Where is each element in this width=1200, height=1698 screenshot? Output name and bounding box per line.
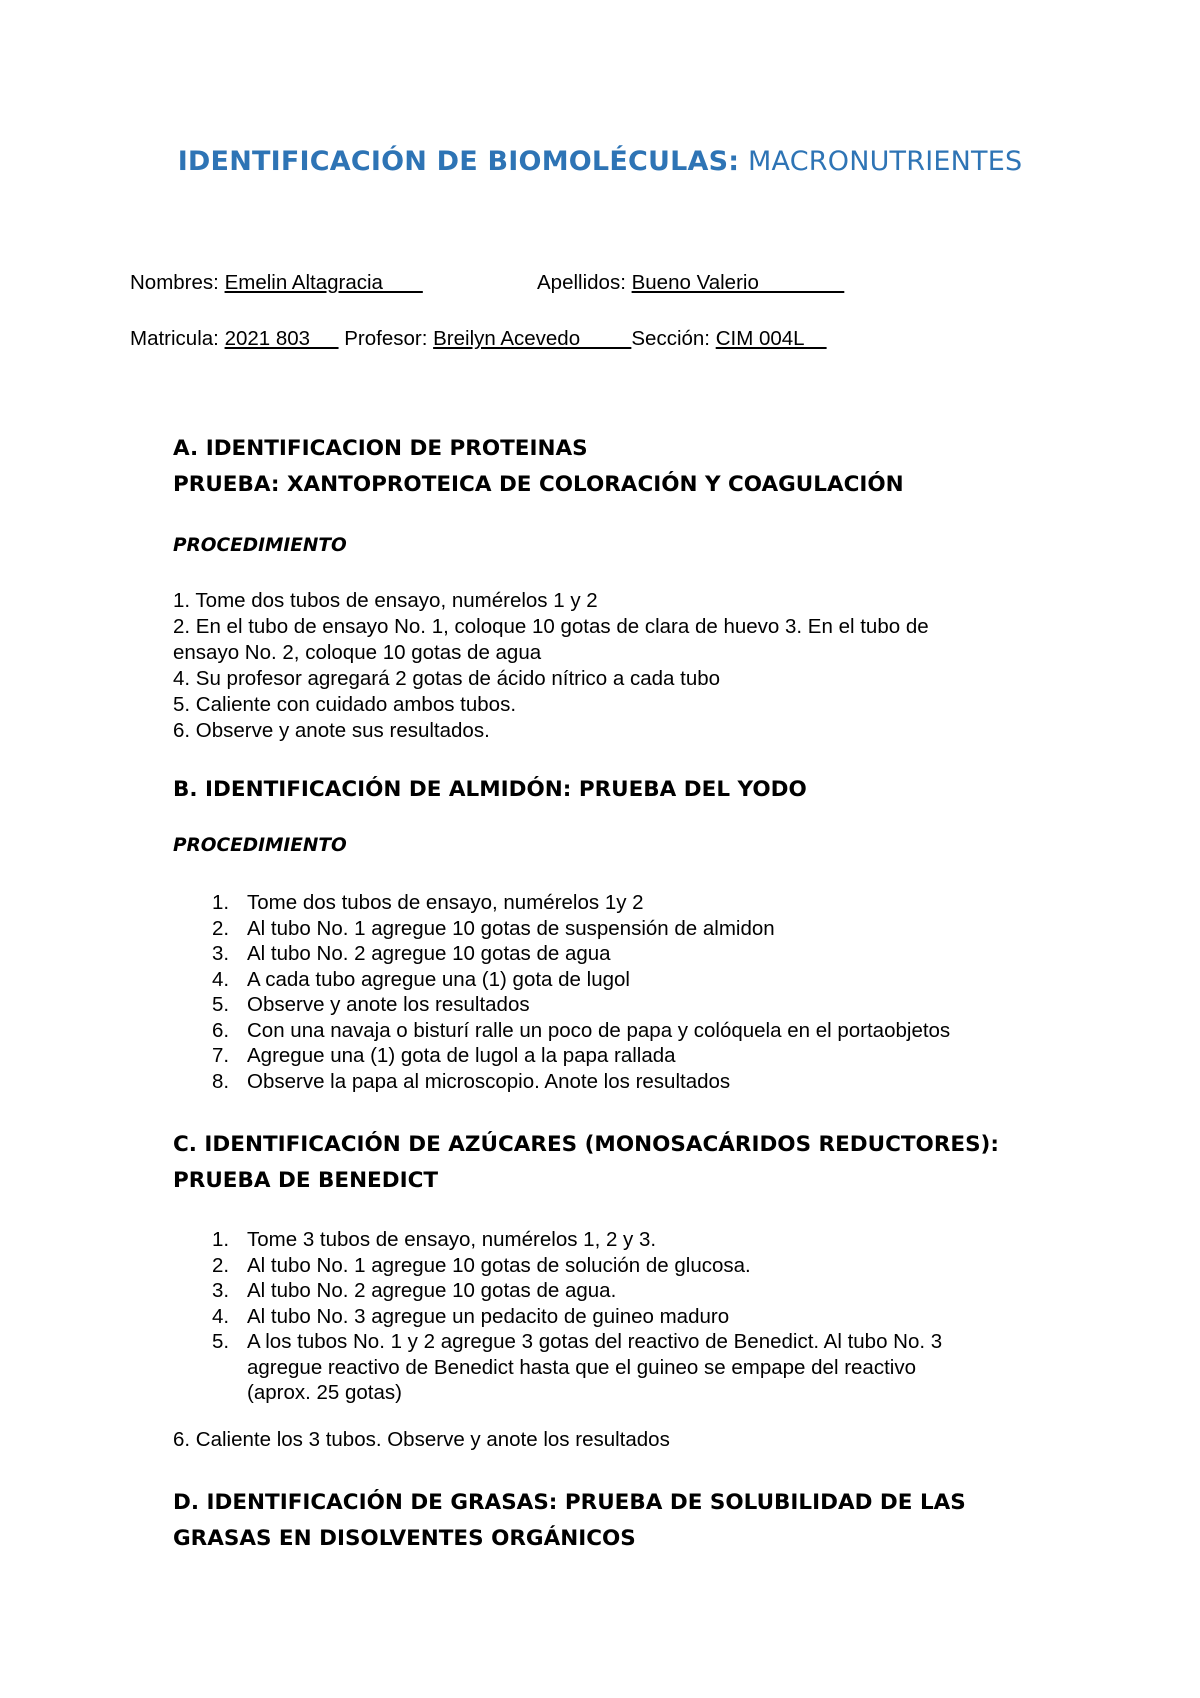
section-c-heading	[173, 1127, 999, 1199]
section-a-steps	[173, 588, 929, 744]
step-text: A los tubos No. 1 y 2 agregue 3 gotas del reactivo de Benedict. Al tubo No. 3	[247, 1330, 943, 1353]
seccion-label: Sección:	[631, 327, 716, 350]
section-d-subtitle: GRASAS EN DISOLVENTES ORGÁNICOS	[173, 1526, 636, 1551]
step-text: Tome dos tubos de ensayo, numérelos 1y 2	[247, 891, 644, 914]
step-text: Observe la papa al microscopio. Anote los resultados	[247, 1069, 731, 1093]
list-item	[175, 992, 950, 1018]
apellidos-field	[537, 271, 844, 295]
section-a-title: A. IDENTIFICACION DE PROTEINAS	[173, 436, 588, 461]
step-text: Al tubo No. 2 agregue 10 gotas de agua.	[247, 1279, 617, 1302]
list-item	[175, 1227, 942, 1253]
step-text: A cada tubo agregue una (1) gota de lugol	[247, 967, 630, 991]
document-title	[0, 146, 1200, 177]
step-number: 7.	[212, 1044, 230, 1067]
section-a-line: 4. Su profesor agregará 2 gotas de ácido nítrico a cada tubo	[173, 667, 721, 690]
step-text: Observe y anote los resultados	[247, 993, 530, 1016]
section-b-steps	[175, 890, 950, 1094]
apellidos-value: Bueno Valerio	[631, 271, 845, 294]
profesor-label: Profesor:	[338, 327, 434, 350]
list-item	[175, 1304, 942, 1330]
list-item	[175, 941, 950, 967]
list-item	[175, 1278, 942, 1304]
step-number: 3.	[212, 942, 230, 965]
list-item	[175, 890, 950, 916]
step-text: Tome 3 tubos de ensayo, numérelos 1, 2 y 3.	[247, 1228, 657, 1251]
section-d-title: D. IDENTIFICACIÓN DE GRASAS: PRUEBA DE SOLUBILIDAD DE LAS	[173, 1490, 966, 1515]
step-number: 5.	[212, 993, 230, 1016]
step-text: Agregue una (1) gota de lugol a la papa rallada	[247, 1044, 676, 1067]
section-c-steps	[175, 1227, 942, 1406]
step-text: Al tubo No. 2 agregue 10 gotas de agua	[247, 942, 611, 965]
step-number: 8.	[212, 1069, 230, 1093]
title-normal-part: MACRONUTRIENTES	[739, 146, 1023, 177]
step-number: 3.	[212, 1279, 230, 1302]
profesor-value: Breilyn Acevedo	[433, 327, 632, 350]
step-number: 4.	[212, 1304, 230, 1328]
step-text: (aprox. 25 gotas)	[247, 1381, 402, 1404]
step-text: agregue reactivo de Benedict hasta que el guineo se empape del reactivo	[247, 1355, 916, 1379]
step-text: Al tubo No. 1 agregue 10 gotas de solución de glucosa.	[247, 1253, 751, 1277]
step-number: 5.	[212, 1330, 230, 1353]
section-a-line: 6. Observe y anote sus resultados.	[173, 719, 490, 742]
list-item	[175, 1329, 942, 1355]
step-text: Al tubo No. 1 agregue 10 gotas de suspensión de almidon	[247, 916, 775, 940]
section-a-line: ensayo No. 2, coloque 10 gotas de agua	[173, 641, 542, 664]
step-number: 6.	[212, 1018, 230, 1042]
list-item	[175, 916, 950, 942]
matricula-label: Matricula:	[130, 327, 225, 350]
step-number: 1.	[212, 891, 230, 914]
matricula-row	[130, 327, 827, 351]
list-item	[175, 1069, 950, 1095]
apellidos-label: Apellidos:	[537, 271, 632, 294]
nombres-label: Nombres:	[130, 271, 225, 294]
section-c-title: C. IDENTIFICACIÓN DE AZÚCARES (MONOSACÁRIDOS REDUCTORES):	[173, 1132, 999, 1157]
list-item	[175, 1043, 950, 1069]
section-a-procedure-label: PROCEDIMIENTO	[173, 535, 347, 556]
nombres-value: Emelin Altagracia	[224, 271, 423, 294]
list-item	[175, 967, 950, 993]
list-item	[175, 1380, 942, 1406]
step-text: Al tubo No. 3 agregue un pedacito de guineo maduro	[247, 1304, 730, 1328]
section-c-subtitle: PRUEBA DE BENEDICT	[173, 1168, 439, 1193]
section-b-procedure-label: PROCEDIMIENTO	[173, 835, 347, 856]
list-item	[175, 1253, 942, 1279]
nombres-field	[130, 271, 423, 295]
section-c-final-line: 6. Caliente los 3 tubos. Observe y anote los resultados	[173, 1428, 670, 1451]
seccion-value: CIM 004L	[715, 327, 827, 350]
list-item	[175, 1018, 950, 1044]
step-text: Con una navaja o bisturí ralle un poco de papa y colóquela en el portaobjetos	[247, 1018, 951, 1042]
section-d-heading	[173, 1485, 966, 1557]
step-number: 2.	[212, 916, 230, 940]
step-number: 2.	[212, 1253, 230, 1277]
section-b-heading: B. IDENTIFICACIÓN DE ALMIDÓN: PRUEBA DEL YODO	[173, 777, 807, 802]
list-item	[175, 1355, 942, 1381]
section-a-line: 5. Caliente con cuidado ambos tubos.	[173, 693, 517, 716]
title-bold-part: IDENTIFICACIÓN DE BIOMOLÉCULAS:	[177, 146, 740, 177]
section-a-subtitle: PRUEBA: XANTOPROTEICA DE COLORACIÓN Y COAGULACIÓN	[173, 472, 904, 497]
section-a-line: 1. Tome dos tubos de ensayo, numérelos 1 y 2	[173, 589, 598, 612]
step-number: 4.	[212, 967, 230, 991]
matricula-value: 2021 803	[224, 327, 339, 350]
section-a-line: 2. En el tubo de ensayo No. 1, coloque 10 gotas de clara de huevo 3. En el tubo de	[173, 615, 929, 638]
step-number: 1.	[212, 1228, 230, 1251]
section-a-heading	[173, 431, 904, 503]
